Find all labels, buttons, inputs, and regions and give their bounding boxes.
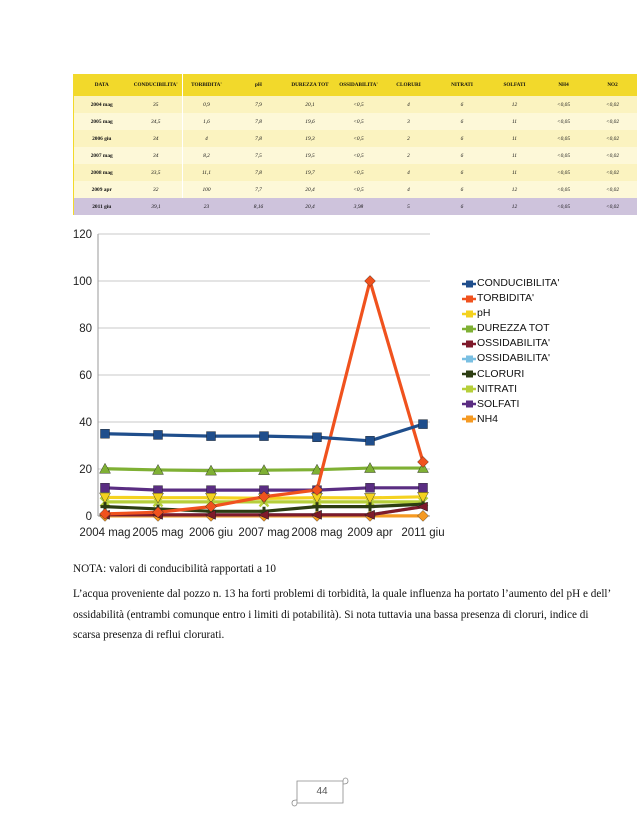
table-cell: 0,9: [183, 96, 231, 113]
data-point: [418, 456, 429, 467]
legend-swatch-icon: [462, 278, 476, 290]
legend-item: [462, 412, 559, 427]
table-cell: <0,05: [539, 130, 589, 147]
legend-label: OSSIDABILITA': [477, 352, 550, 365]
table-cell: 6: [434, 130, 491, 147]
legend-item: [462, 397, 559, 412]
table-header-row: [74, 74, 637, 96]
data-point: [366, 436, 375, 445]
table-cell: <0,5: [334, 96, 384, 113]
legend-label: DUREZZA TOT: [477, 322, 550, 335]
column-header: CLORURI: [384, 74, 434, 96]
table-cell: 6: [434, 164, 491, 181]
table-cell: 7,7: [231, 181, 287, 198]
table-cell: 19,5: [287, 147, 334, 164]
series-line: [105, 281, 423, 514]
y-tick-label: 100: [72, 276, 92, 288]
row-date-cell: 2009 apr: [74, 181, 130, 198]
table-cell: 6: [434, 96, 491, 113]
table-cell: 11: [491, 113, 539, 130]
y-tick-label: 20: [79, 464, 92, 476]
y-tick-label: 120: [72, 229, 92, 241]
table-cell: <0,05: [539, 164, 589, 181]
table-cell: 1,6: [183, 113, 231, 130]
column-header: OSSIDABILITA': [334, 74, 384, 96]
legend-swatch-icon: [462, 323, 476, 335]
table-cell: <0,02: [589, 164, 637, 181]
x-tick-label: 2007 mag: [238, 527, 290, 539]
table-cell: 19,3: [287, 130, 334, 147]
legend-item: [462, 306, 559, 321]
table-cell: 6: [434, 113, 491, 130]
data-point: [419, 420, 428, 429]
table-cell: 6: [434, 198, 491, 215]
row-date-cell: 2011 giu: [74, 198, 130, 215]
legend-label: NITRATI: [477, 382, 518, 395]
legend-swatch-icon: [462, 338, 476, 350]
column-header: TORBIDITA': [183, 74, 231, 96]
legend-label: TORBIDITA': [477, 292, 535, 305]
row-date-cell: 2007 mag: [74, 147, 130, 164]
legend-item: [462, 336, 559, 351]
table-cell: <0,02: [589, 181, 637, 198]
table-cell: 3,98: [334, 198, 384, 215]
column-header: NH4: [539, 74, 589, 96]
legend-label: pH: [477, 307, 491, 320]
column-header: pH: [231, 74, 287, 96]
table-cell: 7,8: [231, 130, 287, 147]
legend-swatch-icon: [462, 383, 476, 395]
legend-item: [462, 321, 559, 336]
legend-item: [462, 291, 559, 306]
table-cell: <0,02: [589, 198, 637, 215]
table-body: [74, 96, 637, 215]
table-cell: 6: [434, 181, 491, 198]
table-cell: 8,16: [231, 198, 287, 215]
legend-item: [462, 382, 559, 397]
data-point: [418, 510, 429, 521]
x-tick-label: 2004 mag: [79, 527, 131, 539]
x-tick-label: 2006 giu: [188, 527, 234, 539]
table-cell: <0,02: [589, 130, 637, 147]
legend-label: NH4: [477, 412, 499, 425]
table-row: [74, 181, 637, 198]
table-cell: 20,4: [287, 198, 334, 215]
legend-swatch-icon: [462, 293, 476, 305]
table-cell: 4: [384, 164, 434, 181]
row-date-cell: 2004 mag: [74, 96, 130, 113]
legend-swatch-icon: [462, 308, 476, 320]
table-cell: 11,1: [183, 164, 231, 181]
table-cell: <0,05: [539, 198, 589, 215]
y-tick-label: 40: [79, 417, 92, 429]
table-cell: 32: [130, 181, 183, 198]
table-cell: <0,05: [539, 96, 589, 113]
table-cell: 33,5: [130, 164, 183, 181]
line-chart: [58, 224, 458, 549]
data-point: [419, 483, 428, 492]
table-cell: 12: [491, 198, 539, 215]
legend-label: CONDUCIBILITA': [477, 277, 560, 289]
table-cell: 7,8: [231, 164, 287, 181]
y-tick-label: 0: [85, 511, 92, 523]
table-cell: 7,5: [231, 147, 287, 164]
table-cell: 8,2: [183, 147, 231, 164]
legend-swatch-icon: [462, 398, 476, 410]
nota-line: NOTA: valori di conducibilità rapportati a 10: [73, 563, 276, 575]
table-cell: <0,05: [539, 147, 589, 164]
legend-swatch-icon: [462, 413, 476, 425]
table-cell: <0,05: [539, 181, 589, 198]
table-cell: 19,7: [287, 164, 334, 181]
table-row: [74, 130, 637, 147]
table-cell: 20,1: [287, 96, 334, 113]
table-cell: <0,05: [539, 113, 589, 130]
table-cell: 11: [491, 164, 539, 181]
data-point: [260, 432, 269, 441]
column-header: DUREZZA TOT: [287, 74, 334, 96]
x-tick-label: 2011 giu: [401, 527, 445, 539]
table-cell: 4: [384, 96, 434, 113]
table-cell: 6: [434, 147, 491, 164]
table-cell: 5: [384, 198, 434, 215]
row-date-cell: 2008 mag: [74, 164, 130, 181]
table-cell: 12: [491, 96, 539, 113]
y-tick-label: 80: [79, 323, 92, 335]
table-cell: 39,1: [130, 198, 183, 215]
x-tick-label: 2005 mag: [132, 527, 184, 539]
table-cell: 19,6: [287, 113, 334, 130]
legend-swatch-icon: [462, 353, 476, 365]
legend-item: [462, 276, 559, 291]
water-analysis-table: [73, 74, 637, 215]
table-cell: 34: [130, 130, 183, 147]
legend-item: [462, 367, 559, 382]
table-cell: 20,4: [287, 181, 334, 198]
x-tick-label: 2009 apr: [347, 527, 393, 539]
table-cell: 100: [183, 181, 231, 198]
page-number: 44: [316, 786, 328, 797]
data-point: [365, 276, 376, 287]
table-cell: <0,5: [334, 113, 384, 130]
data-point: [101, 429, 110, 438]
column-header: NITRATI: [434, 74, 491, 96]
table-cell: <0,02: [589, 96, 637, 113]
table-cell: 7,8: [231, 113, 287, 130]
table-row: [74, 198, 637, 215]
legend-label: SOLFATI: [477, 397, 520, 410]
table-cell: <0,5: [334, 181, 384, 198]
table-cell: 35: [130, 96, 183, 113]
table-cell: <0,5: [334, 147, 384, 164]
data-point: [101, 483, 110, 492]
data-point: [313, 433, 322, 442]
table-cell: 2: [384, 147, 434, 164]
legend-item: [462, 351, 559, 366]
column-header: DATA: [74, 74, 130, 96]
table-cell: <0,5: [334, 130, 384, 147]
table-cell: 7,9: [231, 96, 287, 113]
y-tick-label: 60: [79, 370, 92, 382]
table-cell: <0,02: [589, 147, 637, 164]
table-row: [74, 96, 637, 113]
legend-label: OSSIDABILITA': [477, 337, 550, 350]
table-cell: 34: [130, 147, 183, 164]
table-cell: 4: [384, 181, 434, 198]
table-cell: 23: [183, 198, 231, 215]
column-header: CONDUCIBILITA': [130, 74, 183, 96]
table-cell: 34,5: [130, 113, 183, 130]
table-cell: 2: [384, 130, 434, 147]
table-cell: 3: [384, 113, 434, 130]
data-point: [154, 430, 163, 439]
table-cell: 11: [491, 147, 539, 164]
data-point: [207, 432, 216, 441]
table-row: [74, 147, 637, 164]
table-cell: <0,02: [589, 113, 637, 130]
table-row: [74, 113, 637, 130]
legend-swatch-icon: [462, 368, 476, 380]
x-tick-label: 2008 mag: [291, 527, 343, 539]
table-header: [74, 74, 637, 96]
column-header: SOLFATI: [491, 74, 539, 96]
table-cell: 12: [491, 181, 539, 198]
table-cell: <0,5: [334, 164, 384, 181]
table-cell: 4: [183, 130, 231, 147]
chart-legend: [462, 276, 559, 427]
analysis-paragraph: L’acqua proveniente dal pozzo n. 13 ha forti problemi di torbidità, la quale influenza ha portato l’aumento del pH e dell’ ossidabilità (entrambi comunque entro i limiti di potabilità). Si nota tuttavia una bassa presenza di cloruri, indice di scarsa presenza di reflui clorurati.: [73, 588, 611, 641]
data-point: [366, 483, 375, 492]
column-header: NO2: [589, 74, 637, 96]
legend-label: CLORURI: [477, 367, 525, 380]
row-date-cell: 2005 mag: [74, 113, 130, 130]
row-date-cell: 2006 giu: [74, 130, 130, 147]
table-cell: 11: [491, 130, 539, 147]
table-row: [74, 164, 637, 181]
